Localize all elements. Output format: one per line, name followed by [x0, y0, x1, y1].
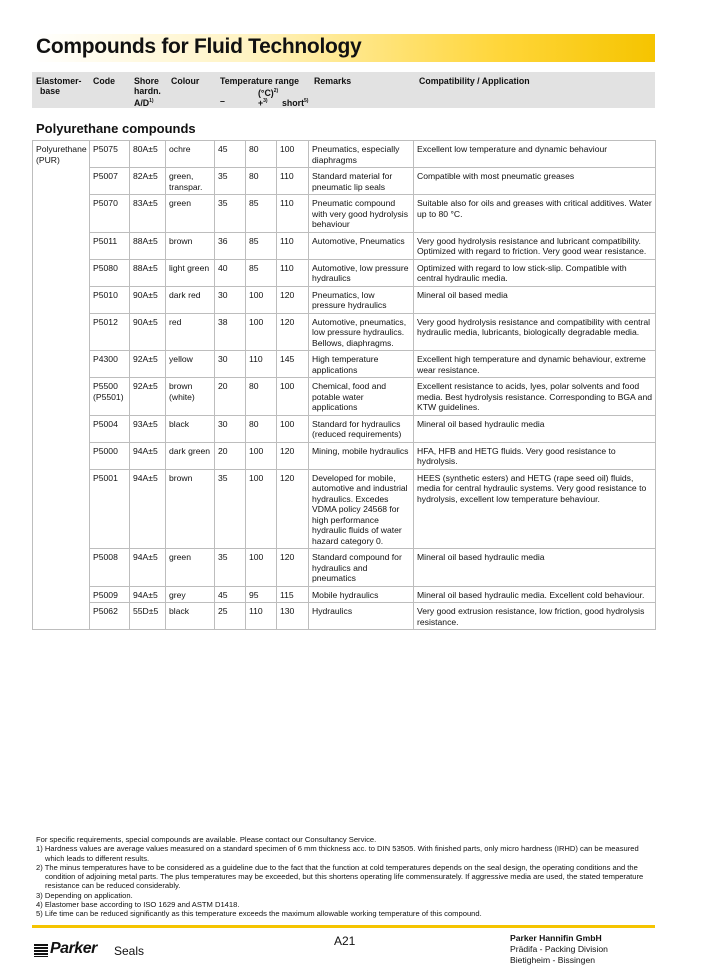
- header-shore: Shore hardn. $A/D^{1)}$: [134, 76, 161, 108]
- cell-minus: 20: [215, 442, 246, 469]
- cell-remarks: Chemical, food and potable water applications: [309, 378, 414, 416]
- compounds-table: [32, 140, 656, 630]
- cell-code: P5075: [90, 141, 130, 168]
- page-title: Compounds for Fluid Technology: [36, 35, 362, 58]
- parker-logo-sub: Seals: [114, 944, 145, 958]
- table-row: [33, 195, 656, 233]
- cell-compat: Mineral oil based hydraulic media: [414, 549, 656, 587]
- cell-compat: Excellent resistance to acids, lyes, polar solvents and food media. Best hydrolysis resistance. Corresponding to BGA and KTW guidelines.: [414, 378, 656, 416]
- cell-shore: 94A±5: [130, 549, 166, 587]
- cell-remarks: Pneumatics, especially diaphragms: [309, 141, 414, 168]
- cell-code: P5001: [90, 469, 130, 549]
- cell-code: P5011: [90, 232, 130, 259]
- cell-short: 110: [277, 168, 309, 195]
- footnote-intro: For specific requirements, special compounds are available. Please contact our Consultancy Service.: [36, 835, 377, 844]
- cell-compat: Mineral oil based hydraulic media. Excellent cold behaviour.: [414, 586, 656, 603]
- cell-code: P4300: [90, 351, 130, 378]
- cell-colour: green: [166, 549, 215, 587]
- cell-plus: 85: [246, 195, 277, 233]
- table-row: [33, 603, 656, 630]
- cell-colour: light green: [166, 259, 215, 286]
- cell-compat: Compatible with most pneumatic greases: [414, 168, 656, 195]
- cell-shore: 82A±5: [130, 168, 166, 195]
- cell-plus: 85: [246, 232, 277, 259]
- cell-colour: red: [166, 313, 215, 351]
- table-row: [33, 549, 656, 587]
- parker-logo-text: Parker: [50, 940, 97, 957]
- cell-short: 145: [277, 351, 309, 378]
- cell-plus: 95: [246, 586, 277, 603]
- footnotes: [36, 835, 658, 919]
- cell-minus: 45: [215, 141, 246, 168]
- cell-short: 110: [277, 259, 309, 286]
- cell-shore: 93A±5: [130, 415, 166, 442]
- column-header: [32, 72, 655, 108]
- cell-shore: 90A±5: [130, 286, 166, 313]
- cell-short: 120: [277, 469, 309, 549]
- cell-remarks: Standard compound for hydraulics and pneumatics: [309, 549, 414, 587]
- cell-remarks: High temperature applications: [309, 351, 414, 378]
- table-row: [33, 141, 656, 168]
- cell-colour: dark green: [166, 442, 215, 469]
- page-number: A21: [334, 934, 356, 948]
- cell-short: 115: [277, 586, 309, 603]
- cell-remarks: Automotive, low pressure hydraulics: [309, 259, 414, 286]
- cell-plus: 100: [246, 442, 277, 469]
- company-name: Parker Hannifin GmbH: [510, 933, 602, 943]
- cell-shore: 94A±5: [130, 586, 166, 603]
- header-code: Code: [93, 76, 115, 86]
- footnote-5: 5) Life time can be reduced significantly as this temperature exceeds the maximum allowable working temperature of this compound.: [36, 909, 482, 919]
- footnote-4: 4) Elastomer base according to ISO 1629 and ASTM D1418.: [36, 900, 240, 910]
- company-division: Prädifa - Packing Division: [510, 944, 608, 954]
- cell-shore: 83A±5: [130, 195, 166, 233]
- cell-minus: 35: [215, 549, 246, 587]
- cell-plus: 80: [246, 141, 277, 168]
- cell-short: 110: [277, 195, 309, 233]
- cell-code: P5000: [90, 442, 130, 469]
- cell-short: 120: [277, 286, 309, 313]
- cell-colour: black: [166, 603, 215, 630]
- table-row: [33, 586, 656, 603]
- header-compatibility: Compatibility / Application: [419, 76, 530, 86]
- cell-colour: brown: [166, 469, 215, 549]
- header-temp-minus: –: [220, 96, 225, 106]
- cell-compat: HFA, HFB and HETG fluids. Very good resistance to hydrolysis.: [414, 442, 656, 469]
- cell-minus: 35: [215, 195, 246, 233]
- table-row: [33, 232, 656, 259]
- cell-compat: Suitable also for oils and greases with critical additives. Water up to 80 °C.: [414, 195, 656, 233]
- header-temp-short: short$^{5)}$: [282, 97, 309, 108]
- cell-colour: ochre: [166, 141, 215, 168]
- cell-colour: green: [166, 195, 215, 233]
- table-row: [33, 351, 656, 378]
- cell-minus: 25: [215, 603, 246, 630]
- cell-minus: 20: [215, 378, 246, 416]
- cell-short: 100: [277, 378, 309, 416]
- cell-minus: 40: [215, 259, 246, 286]
- cell-minus: 30: [215, 351, 246, 378]
- table-row: [33, 469, 656, 549]
- cell-short: 120: [277, 549, 309, 587]
- cell-compat: Optimized with regard to low stick-slip. Compatible with central hydraulic media.: [414, 259, 656, 286]
- cell-code: P5008: [90, 549, 130, 587]
- cell-shore: 90A±5: [130, 313, 166, 351]
- header-remarks: Remarks: [314, 76, 352, 86]
- cell-short: 120: [277, 442, 309, 469]
- footnote-2: 2) The minus temperatures have to be considered as a guideline due to the fact that the function at cold temperatures depends on the seal design, the operating conditions and the condition of adjoining metal parts. The plus temperatures may be exceeded, but this shortens operating life commensurately. If aggressive media are used, the stated temperature resistance can be reduced considerably.: [36, 862, 644, 891]
- cell-colour: black: [166, 415, 215, 442]
- cell-plus: 80: [246, 168, 277, 195]
- cell-code: P5500 (P5501): [90, 378, 130, 416]
- header-temperature: Temperature range $(^\circ C)^{2)}$: [220, 76, 300, 98]
- cell-minus: 36: [215, 232, 246, 259]
- cell-remarks: Standard for hydraulics (reduced requirements): [309, 415, 414, 442]
- cell-shore: 80A±5: [130, 141, 166, 168]
- cell-remarks: Mining, mobile hydraulics: [309, 442, 414, 469]
- cell-minus: 45: [215, 586, 246, 603]
- cell-compat: Very good extrusion resistance, low friction, good hydrolysis resistance.: [414, 603, 656, 630]
- header-elastomer: Elastomer- base: [36, 76, 82, 96]
- cell-short: 100: [277, 415, 309, 442]
- company-location: Bietigheim - Bissingen: [510, 955, 596, 965]
- cell-shore: 55D±5: [130, 603, 166, 630]
- cell-colour: brown (white): [166, 378, 215, 416]
- cell-compat: Mineral oil based hydraulic media: [414, 415, 656, 442]
- cell-remarks: Pneumatics, low pressure hydraulics: [309, 286, 414, 313]
- section-title: Polyurethane compounds: [36, 121, 196, 136]
- cell-remarks: Automotive, Pneumatics: [309, 232, 414, 259]
- cell-code: P5080: [90, 259, 130, 286]
- cell-minus: 35: [215, 469, 246, 549]
- footnote-1: 1) Hardness values are average values measured on a standard specimen of 6 mm thickness acc. to DIN 53505. With finished parts, only micro hardness (IRHD) can be measured which leads to different results.: [36, 844, 639, 863]
- table-row: [33, 415, 656, 442]
- cell-code: P5009: [90, 586, 130, 603]
- cell-code: P5012: [90, 313, 130, 351]
- header-temp-plus: +$^{3)}$: [258, 97, 268, 108]
- cell-plus: 80: [246, 378, 277, 416]
- cell-remarks: Standard material for pneumatic lip seals: [309, 168, 414, 195]
- cell-short: 130: [277, 603, 309, 630]
- elastomer-base-cell: Polyurethane (PUR): [33, 141, 90, 630]
- company-address: [510, 933, 608, 966]
- cell-code: P5070: [90, 195, 130, 233]
- cell-minus: 30: [215, 286, 246, 313]
- cell-plus: 85: [246, 259, 277, 286]
- table-row: [33, 168, 656, 195]
- cell-code: P5010: [90, 286, 130, 313]
- cell-minus: 35: [215, 168, 246, 195]
- cell-code: P5004: [90, 415, 130, 442]
- cell-colour: grey: [166, 586, 215, 603]
- cell-short: 100: [277, 141, 309, 168]
- cell-plus: 100: [246, 286, 277, 313]
- cell-shore: 94A±5: [130, 442, 166, 469]
- cell-remarks: Mobile hydraulics: [309, 586, 414, 603]
- cell-code: P5062: [90, 603, 130, 630]
- cell-shore: 88A±5: [130, 232, 166, 259]
- cell-plus: 100: [246, 549, 277, 587]
- cell-colour: yellow: [166, 351, 215, 378]
- cell-compat: Excellent high temperature and dynamic behaviour, extreme wear resistance.: [414, 351, 656, 378]
- cell-minus: 30: [215, 415, 246, 442]
- cell-plus: 100: [246, 469, 277, 549]
- cell-compat: Very good hydrolysis resistance and lubricant compatibility. Optimized with regard to friction. Very good wear resistance.: [414, 232, 656, 259]
- cell-short: 120: [277, 313, 309, 351]
- cell-shore: 92A±5: [130, 378, 166, 416]
- table-row: [33, 442, 656, 469]
- table-row: [33, 378, 656, 416]
- cell-colour: dark red: [166, 286, 215, 313]
- footer-rule: [32, 925, 655, 928]
- cell-compat: HEES (synthetic esters) and HETG (rape seed oil) fluids, media for central hydraulic systems. Very good resistance to hydrolysis, excellent low temperature behaviour.: [414, 469, 656, 549]
- cell-code: P5007: [90, 168, 130, 195]
- table-row: [33, 313, 656, 351]
- cell-minus: 38: [215, 313, 246, 351]
- cell-plus: 110: [246, 351, 277, 378]
- cell-colour: brown: [166, 232, 215, 259]
- cell-short: 110: [277, 232, 309, 259]
- cell-plus: 100: [246, 313, 277, 351]
- table-row: [33, 286, 656, 313]
- cell-shore: 88A±5: [130, 259, 166, 286]
- header-colour: Colour: [171, 76, 200, 86]
- cell-shore: 92A±5: [130, 351, 166, 378]
- cell-compat: Mineral oil based media: [414, 286, 656, 313]
- cell-remarks: Hydraulics: [309, 603, 414, 630]
- cell-shore: 94A±5: [130, 469, 166, 549]
- cell-colour: green, transpar.: [166, 168, 215, 195]
- parker-logo-icon: [34, 944, 48, 957]
- table-row: [33, 259, 656, 286]
- cell-plus: 110: [246, 603, 277, 630]
- cell-remarks: Pneumatic compound with very good hydrolysis behaviour: [309, 195, 414, 233]
- cell-remarks: Automotive, pneumatics, low pressure hydraulics. Bellows, diaphragms.: [309, 313, 414, 351]
- cell-compat: Excellent low temperature and dynamic behaviour: [414, 141, 656, 168]
- cell-compat: Very good hydrolysis resistance and compatibility with central hydraulic media, lubricants, biologically degradable media.: [414, 313, 656, 351]
- cell-remarks: Developed for mobile, automotive and industrial hydraulics. Excedes VDMA policy 24568 for high performance hydraulic fluids of water hazard category 0.: [309, 469, 414, 549]
- footnote-3: 3) Depending on application.: [36, 890, 133, 900]
- cell-plus: 80: [246, 415, 277, 442]
